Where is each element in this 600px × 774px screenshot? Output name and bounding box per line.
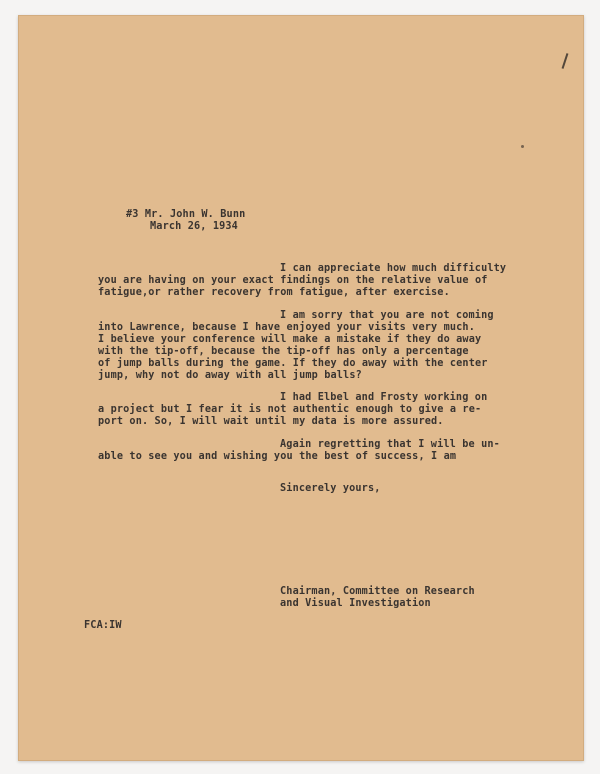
letter-page [18,15,584,761]
closing-line: Sincerely yours, [280,483,381,494]
paragraph-2-line-2: into Lawrence, because I have enjoyed your visits very much. [98,322,476,333]
paragraph-1-line-2: you are having on your exact findings on the relative value of [98,275,488,286]
paragraph-3-line-1: I had Elbel and Frosty working on [280,392,488,403]
paragraph-2-line-5: of jump balls during the game. If they do away with the center [98,358,488,369]
ink-speck [521,145,524,148]
paragraph-2-line-4: with the tip-off, because the tip-off has only a percentage [98,346,469,357]
header-date: March 26, 1934 [150,221,238,232]
paragraph-3-line-2: a project but I fear it is not authentic enough to give a re- [98,404,482,415]
typist-initials: FCA:IW [84,620,122,631]
pen-mark [562,53,569,69]
paragraph-4-line-2: able to see you and wishing you the best of success, I am [98,451,457,462]
paragraph-2-line-3: I believe your conference will make a mistake if they do away [98,334,482,345]
paragraph-4-line-1: Again regretting that I will be un- [280,439,500,450]
paragraph-3-line-3: port on. So, I will wait until my data is more assured. [98,416,444,427]
paragraph-2-line-1: I am sorry that you are not coming [280,310,494,321]
signature-title-line-2: and Visual Investigation [280,598,431,609]
paragraph-1-line-3: fatigue,or rather recovery from fatigue, after exercise. [98,287,450,298]
paragraph-1-line-1: I can appreciate how much difficulty [280,263,507,274]
paragraph-2-line-6: jump, why not do away with all jump balls? [98,370,362,381]
header-line-1: #3 Mr. John W. Bunn [126,209,246,220]
signature-title-line-1: Chairman, Committee on Research [280,586,475,597]
